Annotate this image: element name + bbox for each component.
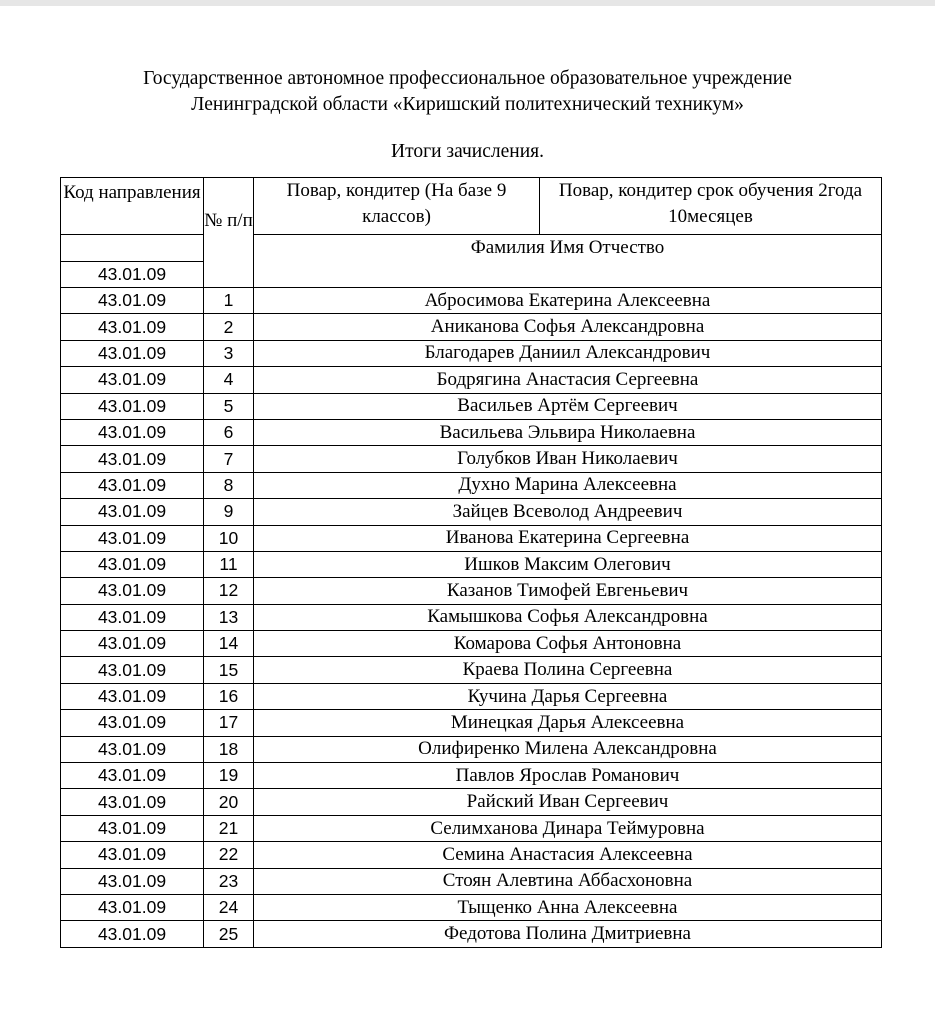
table-row: [61, 604, 882, 630]
table-row: [61, 367, 882, 393]
full-name-cell: Кучина Дарья Сергеевна: [254, 683, 882, 709]
document-title: Итоги зачисления.: [391, 141, 544, 162]
direction-code-cell: 43.01.09: [61, 314, 204, 340]
row-number-cell: 25: [204, 921, 254, 947]
direction-code-cell: 43.01.09: [61, 419, 204, 445]
organization-header: [0, 66, 935, 118]
table-row: [61, 525, 882, 551]
direction-code-cell: 43.01.09: [61, 472, 204, 498]
full-name-cell: Селимханова Динара Теймуровна: [254, 815, 882, 841]
direction-code-cell: 43.01.09: [61, 604, 204, 630]
full-name-cell: Казанов Тимофей Евгеньевич: [254, 578, 882, 604]
direction-code-cell: 43.01.09: [61, 367, 204, 393]
direction-code-cell: 43.01.09: [61, 525, 204, 551]
direction-code-cell: 43.01.09: [61, 736, 204, 762]
table-row: [61, 657, 882, 683]
row-number-cell: 4: [204, 367, 254, 393]
row-number-cell: 10: [204, 525, 254, 551]
row-number-cell: 17: [204, 710, 254, 736]
row-number-cell: 9: [204, 499, 254, 525]
direction-code-cell: 43.01.09: [61, 631, 204, 657]
direction-code-cell: 43.01.09: [61, 499, 204, 525]
row-number-cell: 19: [204, 763, 254, 789]
table-row: [61, 710, 882, 736]
enrollment-table: [60, 177, 882, 948]
row-number-cell: 16: [204, 683, 254, 709]
row-number-cell: 8: [204, 472, 254, 498]
row-number-cell: 13: [204, 604, 254, 630]
full-name-cell: Райский Иван Сергеевич: [254, 789, 882, 815]
full-name-cell: Голубков Иван Николаевич: [254, 446, 882, 472]
direction-code-cell: 43.01.09: [61, 393, 204, 419]
table-row: [61, 736, 882, 762]
direction-code-cell: 43.01.09: [61, 868, 204, 894]
direction-code-cell: 43.01.09: [61, 842, 204, 868]
table-row: [61, 446, 882, 472]
table-row: [61, 631, 882, 657]
table-row: [61, 815, 882, 841]
full-name-cell: Абросимова Екатерина Алексеевна: [254, 288, 882, 314]
full-name-cell: Васильева Эльвира Николаевна: [254, 419, 882, 445]
table-row: [61, 472, 882, 498]
row-number-cell: 11: [204, 551, 254, 577]
row-number-cell: 22: [204, 842, 254, 868]
table-row: [61, 842, 882, 868]
full-name-cell: Бодрягина Анастасия Сергеевна: [254, 367, 882, 393]
table-row: [61, 894, 882, 920]
row-number-cell: 20: [204, 789, 254, 815]
direction-code-cell: 43.01.09: [61, 551, 204, 577]
row-number-cell: 7: [204, 446, 254, 472]
full-name-cell: Иванова Екатерина Сергеевна: [254, 525, 882, 551]
direction-code-cell: 43.01.09: [61, 763, 204, 789]
table-row: [61, 578, 882, 604]
row-number-cell: 6: [204, 419, 254, 445]
row-number-cell: 15: [204, 657, 254, 683]
direction-code-cell: 43.01.09: [61, 710, 204, 736]
table-row: [61, 393, 882, 419]
row-number-cell: 1: [204, 288, 254, 314]
header-specialty-duration: Повар, кондитер срок обучения 2года 10месяцев: [540, 178, 882, 235]
full-name-cell: Аниканова Софья Александровна: [254, 314, 882, 340]
direction-code-cell: 43.01.09: [61, 446, 204, 472]
full-name-cell: Тыщенко Анна Алексеевна: [254, 894, 882, 920]
full-name-cell: Благодарев Даниил Александрович: [254, 340, 882, 366]
row-number-cell: 2: [204, 314, 254, 340]
full-name-cell: Духно Марина Алексеевна: [254, 472, 882, 498]
row-number-cell: 14: [204, 631, 254, 657]
full-name-cell: Стоян Алевтина Аббасхоновна: [254, 868, 882, 894]
direction-code-cell: 43.01.09: [61, 789, 204, 815]
header-first-code: 43.01.09: [61, 262, 204, 288]
row-number-cell: 23: [204, 868, 254, 894]
full-name-cell: Ишков Максим Олегович: [254, 551, 882, 577]
header-specialty-9-classes: Повар, кондитер (На базе 9 классов): [254, 178, 540, 235]
table-row: [61, 551, 882, 577]
full-name-cell: Зайцев Всеволод Андреевич: [254, 499, 882, 525]
table-row: [61, 789, 882, 815]
top-border-bar: [0, 0, 935, 6]
full-name-cell: Краева Полина Сергеевна: [254, 657, 882, 683]
direction-code-cell: 43.01.09: [61, 894, 204, 920]
table-row: [61, 868, 882, 894]
table-row: [61, 419, 882, 445]
direction-code-cell: 43.01.09: [61, 683, 204, 709]
full-name-cell: Семина Анастасия Алексеевна: [254, 842, 882, 868]
full-name-cell: Васильев Артём Сергеевич: [254, 393, 882, 419]
table-row: [61, 683, 882, 709]
table-row: [61, 340, 882, 366]
table-row: [61, 314, 882, 340]
direction-code-cell: 43.01.09: [61, 578, 204, 604]
full-name-cell: Минецкая Дарья Алексеевна: [254, 710, 882, 736]
org-name-line1: Государственное автономное профессиональное образовательное учреждение: [143, 68, 792, 89]
row-number-cell: 24: [204, 894, 254, 920]
full-name-cell: Камышкова Софья Александровна: [254, 604, 882, 630]
full-name-cell: Павлов Ярослав Романович: [254, 763, 882, 789]
row-number-cell: 5: [204, 393, 254, 419]
direction-code-cell: 43.01.09: [61, 815, 204, 841]
direction-code-cell: 43.01.09: [61, 657, 204, 683]
header-code-blank: [61, 235, 204, 262]
header-full-name: Фамилия Имя Отчество: [254, 235, 882, 288]
full-name-cell: Комарова Софья Антоновна: [254, 631, 882, 657]
row-number-cell: 3: [204, 340, 254, 366]
table-row: [61, 288, 882, 314]
table-row: [61, 763, 882, 789]
org-name-line2: Ленинградской области «Киришский политехнический техникум»: [191, 94, 744, 115]
direction-code-cell: 43.01.09: [61, 288, 204, 314]
direction-code-cell: 43.01.09: [61, 921, 204, 947]
row-number-cell: 21: [204, 815, 254, 841]
row-number-cell: 18: [204, 736, 254, 762]
table-row: [61, 499, 882, 525]
full-name-cell: Федотова Полина Дмитриевна: [254, 921, 882, 947]
direction-code-cell: 43.01.09: [61, 340, 204, 366]
full-name-cell: Олифиренко Милена Александровна: [254, 736, 882, 762]
header-direction-code: Код направления: [61, 178, 204, 235]
row-number-cell: 12: [204, 578, 254, 604]
table-row: [61, 921, 882, 947]
header-row-number: № п/п: [204, 178, 254, 288]
